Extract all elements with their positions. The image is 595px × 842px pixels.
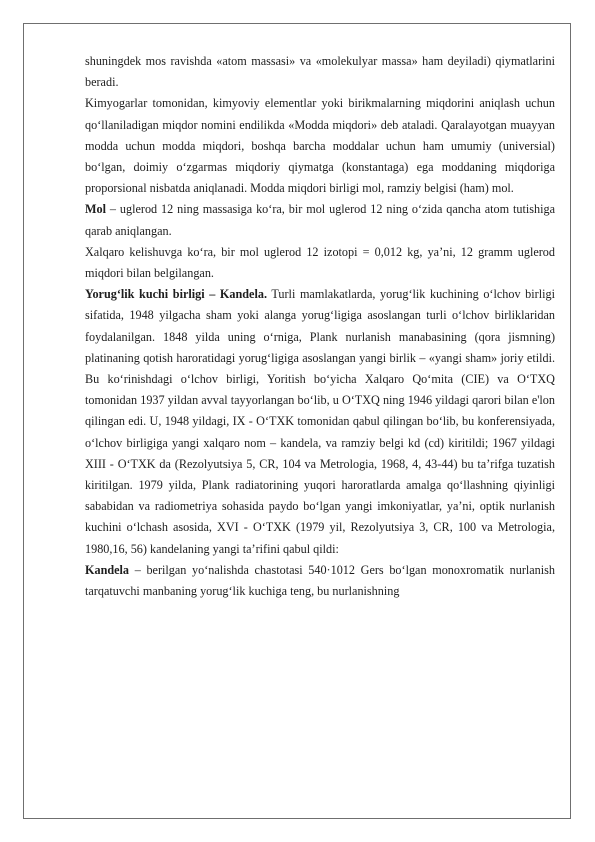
paragraph-lead: Kandela: [85, 562, 130, 577]
document-page: [23, 23, 571, 819]
page-text: [85, 51, 555, 602]
paragraph: [85, 199, 555, 241]
paragraph-lead: Mol: [85, 202, 106, 217]
paragraph-text: shuningdek mos ravishda «atom massasi» va «molekulyar massa» ham deyiladi) qiymatlarini beradi.: [85, 54, 555, 90]
paragraph-text: Turli mamlakatlarda, yorug‘lik kuchining o‘lchov birligi sifatida, 1948 yilgacha sham yoki alanga yorug‘ligiga asoslangan turli o‘lchov birliklaridan foydalanilgan. 1848 yilda uning o‘rniga, Plank nurlanish manabasining (qora jismning) platinaning qotish haroratidagi yorug‘ligiga asoslangan yangi birlik – «yangi sham» joriy etildi. Bu ko‘rinishdagi o‘lchov birligi, Yoritish bo‘yicha Xalqaro Qo‘mita (CIE) va O‘TXQ tomonidan 1937 yildan avval tayyorlangan bo‘lib, u O‘TXQ ning 1946 yildagi qarori bilan e'lon qilingan edi. U, 1948 yildagi, IX - O‘TXK tomonidan qabul qilingan bo‘lib, bu konferensiyada, o‘lchov birligiga yangi xalqaro nom – kandela, va ramziy belgi kd (cd) kiritildi; 1967 yildagi XIII - O‘TXK da (Rezolyutsiya 5, CR, 104 va Metrologia, 1968, 4, 43-44) bu ta’rifga tuzatish kiritilgan. 1979 yilda, Plank radiatorining yuqori haroratlarda amalga qo‘llashning qiyinligi sababidan va radiometriya sohasida paydo bo‘lgan yangi imkoniyatlar, ya’ni, optik nurlanish kuchini o‘lchash asosida, XVI - O‘TXK (1979 yil, Rezolyutsiya 3, CR, 100 va Metrologia, 1980,16, 56) kandelaning yangi ta’rifini qabul qildi:: [85, 287, 555, 556]
paragraph-text: Kimyogarlar tomonidan, kimyoviy elementlar yoki birikmalarning miqdorini aniqlash uchun qo‘llaniladigan miqdor nomini endilikda «Modda miqdori» deb ataladi. Qaralayotgan muayyan modda uchun modda miqdori, boshqa barcha moddalar uchun ham umumiy (universial) bo‘lgan, doimiy o‘zgarmas miqdoriy qiymatga (konstantaga) ega moddaning miqdoriga proporsional nisbatda aniqlanadi. Modda miqdori birligi mol, ramziy belgisi (ham) mol.: [85, 96, 555, 196]
paragraph: [85, 242, 555, 284]
paragraph: [85, 51, 555, 93]
paragraph-text: – berilgan yo‘nalishda chastotasi 540·1012 Gers bo‘lgan monoxromatik nurlanish tarqatuvchi manbaning yorug‘lik kuchiga teng, bu nurlanishning: [85, 562, 555, 599]
paragraph-text: Xalqaro kelishuvga ko‘ra, bir mol uglerod 12 izotopi = 0,012 kg, ya’ni, 12 gramm uglerod miqdori bilan belgilangan.: [85, 244, 555, 281]
paragraph-text: – uglerod 12 ning massasiga ko‘ra, bir mol uglerod 12 ning o‘zida qancha atom tutishiga qarab aniqlangan.: [85, 202, 555, 238]
paragraph: [85, 284, 555, 560]
paragraph: [85, 93, 555, 199]
paragraph-lead: Yorug‘lik kuchi birligi – Kandela.: [85, 287, 267, 302]
paragraph: [85, 560, 555, 602]
